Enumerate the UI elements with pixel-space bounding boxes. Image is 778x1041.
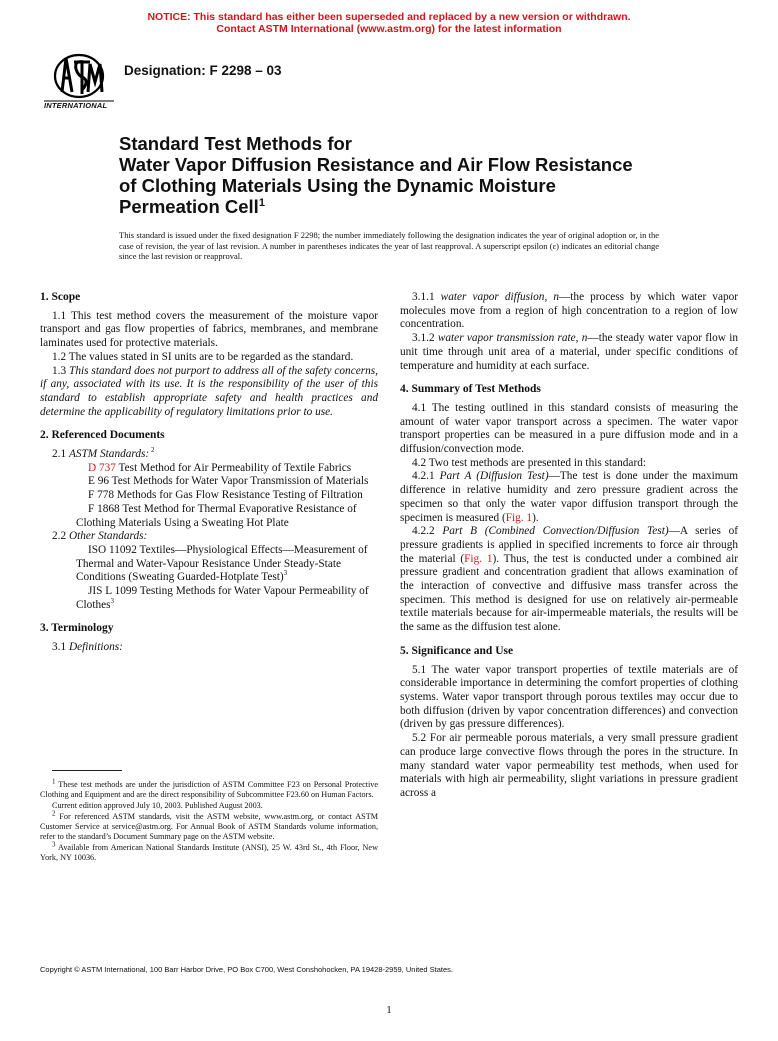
- para-1-2: 1.2 The values stated in SI units are to be regarded as the standard.: [52, 350, 354, 363]
- fig-1-link[interactable]: Fig. 1: [505, 511, 533, 524]
- ref-e96: [40, 475, 378, 489]
- para-2-1-number: 2.1: [52, 448, 69, 461]
- notice-line-1: NOTICE: This standard has either been superseded and replaced by a new version or withdrawn.: [147, 11, 631, 23]
- para-3-1-text: Definitions:: [68, 641, 123, 654]
- ref-text-f1868: Test Method for Thermal Evaporative Resistance of Clothing Materials Using a Sweating Hot Plate: [76, 502, 357, 529]
- withdrawal-notice: [0, 11, 778, 35]
- right-column: [400, 291, 738, 801]
- footnote-1b: Current edition approved July 10, 2003. Published August 2003.: [52, 801, 263, 810]
- ref-text-e96: Test Methods for Water Vapor Transmission of Materials: [109, 475, 369, 488]
- para-2-2-number: 2.2: [52, 530, 69, 543]
- para-2-2-text: Other Standards:: [68, 530, 148, 543]
- section-referenced-heading: 2. Referenced Documents: [40, 429, 165, 442]
- footnote-2-mark: 2: [52, 809, 56, 818]
- page-number: 1: [386, 1004, 392, 1016]
- para-4-2-1-end: ).: [532, 511, 539, 524]
- footnote-1-mark: 1: [52, 777, 56, 786]
- para-2-1-text: ASTM Standards:: [68, 448, 150, 461]
- ref-mark-jisl1099: 3: [110, 597, 115, 605]
- def-3-1-1: [400, 291, 738, 332]
- para-4-2-2-text-b: ). Thus, the test is conducted under a combined air pressure gradient and concentration gradient that allows examination of the interaction of convective and diffusive mass transfer across the specimen. This method is designed for use on relatively air-permeable textile materials because for air-impermeable materials, the results will be the same as the diffusion test alone.: [400, 552, 738, 634]
- para-4-1: 4.1 The testing outlined in this standard consists of measuring the amount of water vapor transport across a specimen. The water vapor transport properties can be measured in a pure diffusion mode and in a diffusion/convection mode.: [400, 401, 738, 456]
- title-line-4: Permeation Cell: [119, 196, 259, 217]
- logo-wordmark: INTERNATIONAL: [44, 101, 108, 110]
- para-4-2: 4.2 Two test methods are presented in this standard:: [412, 456, 646, 469]
- ref-code-f1868: F 1868: [88, 502, 120, 515]
- para-4-2-1-term: Part A (Diffusion Test): [439, 470, 549, 483]
- ref-link-d737[interactable]: D 737: [88, 461, 116, 474]
- footnote-3: [40, 840, 378, 863]
- footnotes: [40, 777, 378, 864]
- def-3-1-2-number: 3.1.2: [412, 332, 438, 345]
- para-2-1: [40, 448, 378, 462]
- section-significance-heading: 5. Significance and Use: [400, 644, 514, 657]
- ref-text-iso11092: Textiles—Physiological Effects—Measurement of Thermal and Water-Vapour Resistance Under Steady-State Conditions (Sweating Guarded-Hotplate Test): [76, 543, 368, 584]
- fig-1-link-2[interactable]: Fig. 1: [464, 552, 493, 565]
- designation: Designation: F 2298 – 03: [124, 63, 282, 78]
- def-3-1-2: [400, 332, 738, 373]
- ref-text-jisl1099: Testing Methods for Water Vapour Permeability of Clothes: [76, 585, 369, 611]
- def-3-1-2-text: —the steady water vapor flow in unit time through unit area of a material, under specific conditions of temperature and humidity at each surface.: [400, 332, 738, 372]
- para-4-2-2-text-a: —A series of pressure gradients is applied in specified increments to force air through the material (: [400, 525, 738, 565]
- title-line-1: Standard Test Methods for: [119, 133, 352, 154]
- footnote-1: [40, 777, 378, 800]
- def-3-1-1-text: —the process by which water vapor molecules move from a region of high concentration to a region of low concentration.: [400, 291, 739, 331]
- ref-code-f778: F 778: [88, 489, 115, 502]
- left-column: [40, 291, 378, 655]
- para-1-3-text: This standard does not purport to address all of the safety concerns, if any, associated with its use. It is the responsibility of the user of this standard to establish appropriate safety and health practices and determine the applicability of regulatory limitations prior to use.: [40, 364, 378, 418]
- issuance-note: This standard is issued under the fixed designation F 2298; the number immediately following the designation indicates the year of original adoption or, in the case of revision, the year of last revision. A number in parentheses indicates the year of last reapproval. A superscript epsilon (ε) indicates an editorial change since the last revision or reapproval.: [119, 230, 659, 261]
- section-scope-heading: 1. Scope: [40, 291, 81, 303]
- para-3-1-number: 3.1: [52, 641, 69, 654]
- def-3-1-1-number: 3.1.1: [412, 291, 441, 303]
- title-line-2: Water Vapor Diffusion Resistance and Air Flow Resistance: [119, 154, 633, 175]
- para-2-2: [40, 530, 378, 544]
- ref-f778: [40, 489, 378, 503]
- para-5-2: 5.2 For air permeable porous materials, a very small pressure gradient can produce large convective flows through the pores in the structure. In many standard water vapor permeability test methods, when used for materials with high air permeability, slight variations in pressure gradient across a: [400, 732, 738, 799]
- para-4-2-1: [400, 470, 738, 525]
- footnote-2: [40, 809, 378, 842]
- ref-code-iso11092: ISO 11092: [88, 543, 137, 556]
- para-5-1: 5.1 The water vapor transport properties of textile materials are of considerable importance in determining the comfort properties of clothing systems. Water vapor transport through porous textiles may occur due to both diffusion (driven by vapor concentration differences) and convection (driven by gas pressure differences).: [400, 663, 738, 731]
- para-3-1: [40, 641, 378, 655]
- notice-line-2: Contact ASTM International (www.astm.org) for the latest information: [216, 23, 562, 35]
- para-4-2-1-text: —The test is done under the maximum difference in relative humidity and zero pressure gradient across the specimen so that only the water vapor diffusion transport through the specimen is measured (: [400, 470, 739, 524]
- footnote-3-mark: 3: [52, 840, 56, 849]
- para-2-1-mark: 2: [149, 446, 155, 455]
- ref-code-jisl1099: JIS L 1099: [88, 585, 138, 598]
- copyright-line: Copyright © ASTM International, 100 Barr Harbor Drive, PO Box C700, West Conshohocken, PA 19428-2959, United States.: [40, 965, 453, 974]
- para-4-2-2: [400, 525, 738, 635]
- footnote-1-text: These test methods are under the jurisdiction of ASTM Committee F23 on Personal Protective Clothing and Equipment and are the direct responsibility of Subcommittee F23.60 on Human Factors.: [40, 780, 378, 799]
- ref-mark-iso11092: 3: [283, 569, 288, 578]
- para-4-2-2-number: 4.2.2: [412, 525, 443, 538]
- footnote-3-text: Available from American National Standards Institute (ANSI), 25 W. 43rd St., 4th Floor, New York, NY 10036.: [40, 843, 378, 862]
- para-1-3-number: 1.3: [52, 364, 70, 377]
- ref-jisl1099: [40, 585, 378, 612]
- title-line-3: of Clothing Materials Using the Dynamic Moisture: [119, 175, 556, 196]
- footnote-2-text: For referenced ASTM standards, visit the ASTM website, www.astm.org, or contact ASTM Customer Service at service@astm.org. For Annual Book of ASTM Standards volume information, refer to the standard’s Document Summary page on the ASTM website.: [40, 812, 378, 841]
- def-3-1-1-term: water vapor diffusion, n: [440, 291, 559, 303]
- ref-iso11092: [40, 544, 378, 585]
- footnote-divider: [52, 770, 122, 771]
- document-title: [119, 133, 679, 217]
- para-4-2-1-number: 4.2.1: [412, 470, 440, 483]
- ref-d737: [40, 462, 378, 476]
- def-3-1-2-term: water vapor transmission rate, n: [437, 332, 588, 345]
- para-1-1: 1.1 This test method covers the measurement of the moisture vapor transport and gas flow properties of fabrics, membranes, and membrane laminates used for protective materials.: [40, 309, 378, 350]
- para-1-3: [40, 365, 378, 420]
- ref-text-f778: Methods for Gas Flow Resistance Testing of Filtration: [114, 489, 363, 502]
- ref-f1868: [40, 503, 378, 530]
- ref-text-d737: Test Method for Air Permeability of Textile Fabrics: [115, 461, 352, 474]
- title-footnote-mark: 1: [258, 196, 265, 209]
- section-summary-heading: 4. Summary of Test Methods: [400, 383, 541, 396]
- section-terminology-heading: 3. Terminology: [40, 622, 114, 635]
- para-4-2-2-term: Part B (Combined Convection/Diffusion Test): [442, 525, 669, 538]
- ref-code-e96: E 96: [88, 475, 110, 488]
